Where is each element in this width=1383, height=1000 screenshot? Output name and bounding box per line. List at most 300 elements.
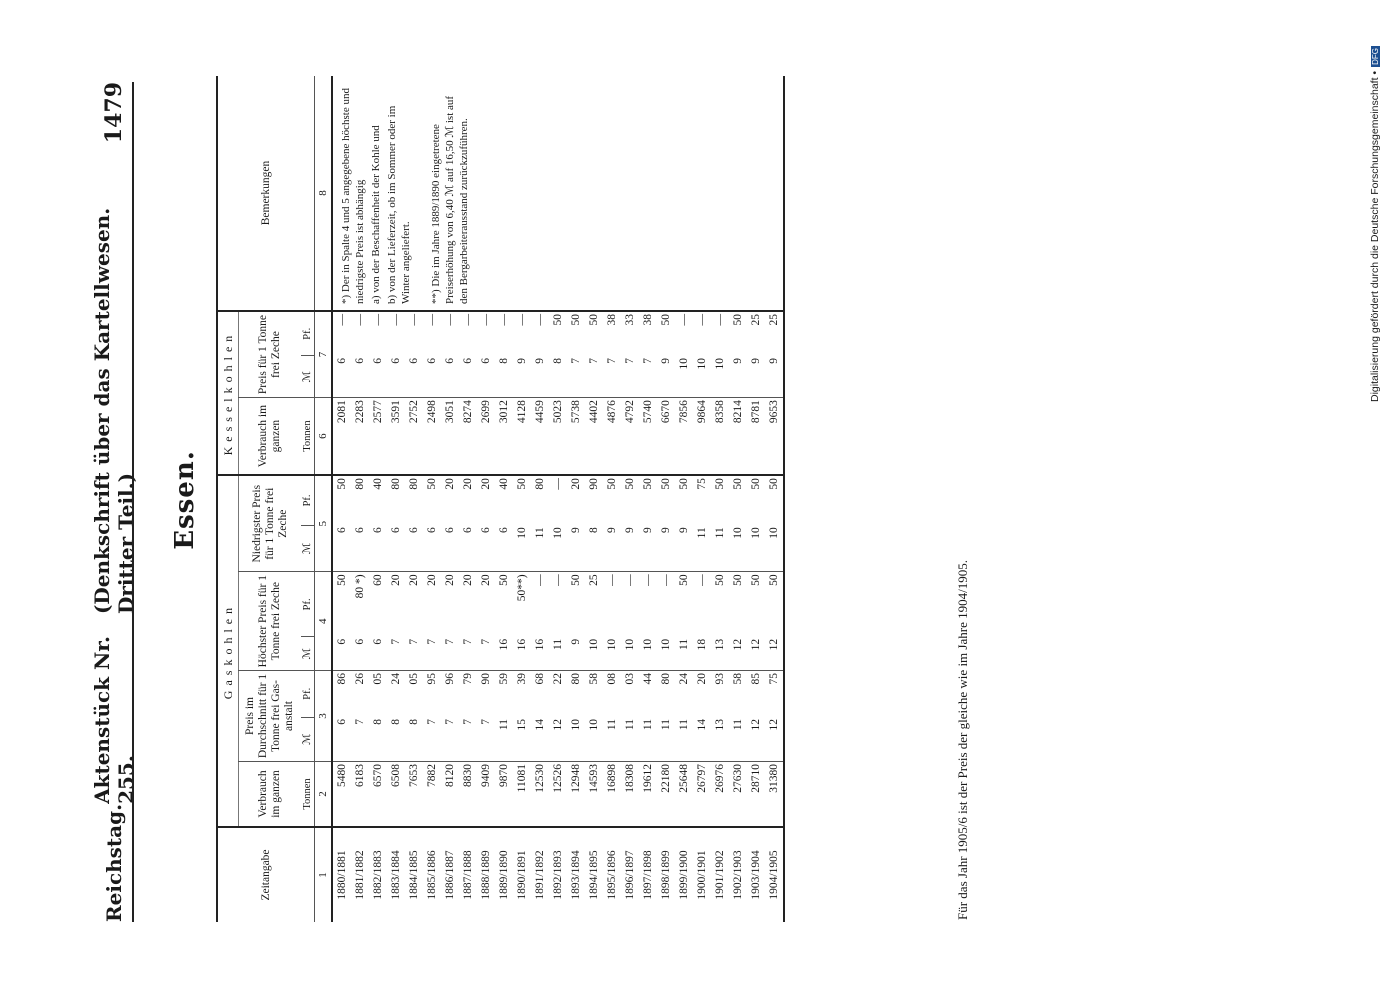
table-cell: 9870 bbox=[495, 762, 513, 828]
table-cell: 9 bbox=[603, 525, 621, 572]
table-cell: 7 bbox=[441, 717, 459, 761]
table-cell: 25 bbox=[588, 574, 600, 586]
table-cell: 7 bbox=[423, 637, 441, 671]
table-cell: 18 bbox=[693, 637, 711, 671]
table-cell: 40 bbox=[372, 478, 384, 490]
table-cell: — bbox=[606, 574, 618, 586]
table-cell: 8 bbox=[495, 356, 513, 398]
table-cell: 95 bbox=[426, 673, 438, 685]
table-cell: 50 bbox=[570, 314, 582, 326]
table-cell: 38 bbox=[606, 314, 618, 326]
unit-pf: Pf. bbox=[301, 311, 315, 356]
table-cell: 11 bbox=[729, 717, 747, 761]
table-cell: 59 bbox=[498, 673, 510, 685]
table-cell: 7 bbox=[477, 637, 495, 671]
table-cell: 6 bbox=[477, 356, 495, 398]
table-cell: 12530 bbox=[531, 762, 549, 828]
table-cell: 12 bbox=[747, 637, 765, 671]
table-cell: 8 bbox=[369, 717, 387, 761]
table-cell: — bbox=[372, 314, 384, 326]
table-cell: 6570 bbox=[369, 762, 387, 828]
table-cell: 10 bbox=[585, 717, 603, 761]
table-cell: 50 bbox=[588, 314, 600, 326]
table-cell: 6 bbox=[423, 525, 441, 572]
table-cell: 1889/1890 bbox=[498, 850, 510, 900]
table-cell: 50 bbox=[606, 478, 618, 490]
table-cell: 9 bbox=[747, 356, 765, 398]
table-cell: 4459 bbox=[531, 398, 549, 476]
table-cell: 7856 bbox=[675, 398, 693, 476]
table-cell: 05 bbox=[408, 673, 420, 685]
table-body bbox=[332, 76, 784, 922]
table-cell: 6 bbox=[405, 525, 423, 572]
col-hoechster-preis: Höchster Preis für 1 Tonne frei Zeche bbox=[239, 572, 302, 671]
table-cell: 50 bbox=[714, 478, 726, 490]
table-cell: 75 bbox=[696, 478, 708, 490]
table-cell: 05 bbox=[372, 673, 384, 685]
table-cell: 50**) bbox=[516, 574, 528, 602]
table-cell: 96 bbox=[444, 673, 456, 685]
table-cell: 10 bbox=[711, 356, 729, 398]
table-cell: 9409 bbox=[477, 762, 495, 828]
table-cell: 25648 bbox=[675, 762, 693, 828]
table-cell: 6 bbox=[423, 356, 441, 398]
table-cell: 33 bbox=[624, 314, 636, 326]
table-cell: 80 *) bbox=[354, 574, 366, 599]
colno-8: 8 bbox=[315, 76, 333, 311]
unit-pf: Pf. bbox=[301, 572, 315, 637]
table-cell: 50 bbox=[750, 478, 762, 490]
table-cell: 20 bbox=[444, 478, 456, 490]
table-cell: 10 bbox=[603, 637, 621, 671]
table-cell: 20 bbox=[480, 478, 492, 490]
table-cell: 10 bbox=[657, 637, 675, 671]
table-cell: 80 bbox=[660, 673, 672, 685]
table-cell: — bbox=[714, 314, 726, 326]
table-cell: 1891/1892 bbox=[534, 850, 546, 900]
table-cell: 25 bbox=[768, 314, 780, 326]
unit-mark: ℳ bbox=[301, 717, 315, 761]
table-cell: — bbox=[624, 574, 636, 586]
unit-tonnen: Tonnen bbox=[301, 762, 315, 828]
table-cell: 7 bbox=[477, 717, 495, 761]
table-cell: 26 bbox=[354, 673, 366, 685]
table-cell: 18308 bbox=[621, 762, 639, 828]
table-cell: 9 bbox=[567, 637, 585, 671]
table-cell: 1893/1894 bbox=[570, 850, 582, 900]
table-cell: 50 bbox=[660, 314, 672, 326]
table-cell: 10 bbox=[729, 525, 747, 572]
table-cell: 12 bbox=[729, 637, 747, 671]
table-cell: — bbox=[498, 314, 510, 326]
table-cell: — bbox=[552, 478, 564, 490]
table-cell: 1881/1882 bbox=[354, 850, 366, 900]
table-cell: 16898 bbox=[603, 762, 621, 828]
table-cell: 10 bbox=[639, 637, 657, 671]
table-cell: 38 bbox=[642, 314, 654, 326]
digitization-text: Digitalisierung gefördert durch die Deutsche Forschungsgemeinschaft • bbox=[1369, 70, 1381, 402]
table-cell: 20 bbox=[480, 574, 492, 586]
table-cell: 25 bbox=[750, 314, 762, 326]
table-cell: 6 bbox=[369, 525, 387, 572]
digitization-note bbox=[1367, 10, 1383, 410]
table-cell: 58 bbox=[588, 673, 600, 685]
page-title: Essen. bbox=[170, 450, 200, 550]
colno-5: 5 bbox=[315, 475, 333, 572]
table-cell: 80 bbox=[408, 478, 420, 490]
table-cell: 50 bbox=[660, 478, 672, 490]
table-cell: 1890/1891 bbox=[516, 850, 528, 900]
table-cell: 3051 bbox=[441, 398, 459, 476]
table-cell: 6 bbox=[332, 525, 351, 572]
table-cell: 27630 bbox=[729, 762, 747, 828]
col-bemerkungen: Bemerkungen bbox=[217, 76, 315, 311]
table-cell: 1883/1884 bbox=[390, 850, 402, 900]
table-cell: 8781 bbox=[747, 398, 765, 476]
table-cell: 6 bbox=[332, 637, 351, 671]
table-row bbox=[332, 76, 351, 922]
table-cell: 31380 bbox=[765, 762, 784, 828]
table-cell: 6 bbox=[405, 356, 423, 398]
col-verbrauch-gas: Verbrauch im ganzen bbox=[239, 762, 302, 828]
table-cell: 13 bbox=[711, 717, 729, 761]
table-cell: 40 bbox=[498, 478, 510, 490]
table-cell: 12 bbox=[765, 637, 784, 671]
rotated-page-frame bbox=[90, 0, 1020, 1000]
table-cell: 9 bbox=[729, 356, 747, 398]
table-cell: 13 bbox=[711, 637, 729, 671]
group-kesselkohlen: Kesselkohlen bbox=[217, 311, 239, 475]
table-cell: 50 bbox=[642, 478, 654, 490]
table-cell: 50 bbox=[336, 478, 348, 490]
table-cell: 3591 bbox=[387, 398, 405, 476]
table-cell: 1885/1886 bbox=[426, 850, 438, 900]
table-cell: 9 bbox=[657, 356, 675, 398]
table-cell: 50 bbox=[570, 574, 582, 586]
table-cell: — bbox=[534, 574, 546, 586]
unit-tonnen: Tonnen bbox=[301, 398, 315, 476]
table-cell: 11 bbox=[495, 717, 513, 761]
table-cell: 11 bbox=[675, 717, 693, 761]
table-cell: 11081 bbox=[513, 762, 531, 828]
table-cell: 50 bbox=[750, 574, 762, 586]
table-cell: — bbox=[534, 314, 546, 326]
table-cell: 1880/1881 bbox=[336, 850, 348, 900]
unit-mark: ℳ bbox=[301, 356, 315, 398]
remark-a: *) Der in Spalte 4 und 5 angegebene höchste und niedrigste Preis ist abhängig bbox=[340, 88, 366, 304]
table-cell: 10 bbox=[747, 525, 765, 572]
table-cell: — bbox=[552, 574, 564, 586]
table-cell: 6 bbox=[351, 637, 369, 671]
table-cell: — bbox=[336, 314, 348, 326]
table-cell: 6508 bbox=[387, 762, 405, 828]
table-cell: 1904/1905 bbox=[768, 850, 780, 900]
table-cell: — bbox=[408, 314, 420, 326]
table-cell: 50 bbox=[498, 574, 510, 586]
table-cell: 9 bbox=[567, 525, 585, 572]
unit-mark: ℳ bbox=[301, 525, 315, 572]
table-cell: 50 bbox=[516, 478, 528, 490]
running-header bbox=[90, 82, 138, 922]
colno-2: 2 bbox=[315, 762, 333, 828]
header-right: (Denkschrift über das Kartellwesen. Dritter Teil.) bbox=[90, 207, 138, 615]
table-cell: 20 bbox=[390, 574, 402, 586]
table-cell: 7653 bbox=[405, 762, 423, 828]
table-cell: — bbox=[462, 314, 474, 326]
table-cell: 28710 bbox=[747, 762, 765, 828]
table-cell: 9 bbox=[765, 356, 784, 398]
colno-1: 1 bbox=[315, 827, 333, 922]
table-cell: 2577 bbox=[369, 398, 387, 476]
unit-pf: Pf. bbox=[301, 475, 315, 525]
table-cell: 14 bbox=[693, 717, 711, 761]
colno-3: 3 bbox=[315, 671, 333, 762]
table-cell: 8 bbox=[387, 717, 405, 761]
table-cell: 1901/1902 bbox=[714, 850, 726, 900]
table-cell: 8 bbox=[585, 525, 603, 572]
table-cell: 12948 bbox=[567, 762, 585, 828]
table-cell: 6 bbox=[459, 356, 477, 398]
table-cell: 50 bbox=[552, 314, 564, 326]
table-cell: — bbox=[696, 314, 708, 326]
table-cell: — bbox=[354, 314, 366, 326]
col-preis-durchschnitt: Preis im Durchschnitt für 1 Tonne frei Gas-anstalt bbox=[239, 671, 302, 762]
table-cell: 44 bbox=[642, 673, 654, 685]
table-cell: 1888/1889 bbox=[480, 850, 492, 900]
table-cell: 7882 bbox=[423, 762, 441, 828]
table-cell: 1902/1903 bbox=[732, 850, 744, 900]
table-cell: 7 bbox=[567, 356, 585, 398]
table-cell: 24 bbox=[678, 673, 690, 685]
table-cell: 5023 bbox=[549, 398, 567, 476]
table-cell: 2081 bbox=[332, 398, 351, 476]
table-cell: 1897/1898 bbox=[642, 850, 654, 900]
table-cell: 1900/1901 bbox=[696, 850, 708, 900]
remark-c: b) von der Lieferzeit, ob im Sommer oder im Winter angeliefert. bbox=[386, 105, 412, 304]
table-cell: 10 bbox=[513, 525, 531, 572]
table-cell: 7 bbox=[351, 717, 369, 761]
table-cell: 16 bbox=[513, 637, 531, 671]
table-cell: 58 bbox=[732, 673, 744, 685]
dfg-logo-icon: DFG bbox=[1371, 48, 1380, 65]
table-cell: 8358 bbox=[711, 398, 729, 476]
table-cell: 8 bbox=[405, 717, 423, 761]
table-cell: 6 bbox=[441, 356, 459, 398]
table-cell: 20 bbox=[462, 478, 474, 490]
table-cell: 80 bbox=[570, 673, 582, 685]
table-cell: 6 bbox=[387, 356, 405, 398]
table-cell: 7 bbox=[441, 637, 459, 671]
table-cell: 7 bbox=[459, 717, 477, 761]
table-cell: 50 bbox=[768, 574, 780, 586]
table-cell: 1895/1896 bbox=[606, 850, 618, 900]
table-cell: 50 bbox=[426, 478, 438, 490]
table-cell: 4792 bbox=[621, 398, 639, 476]
table-cell: — bbox=[678, 314, 690, 326]
table-cell: 11 bbox=[711, 525, 729, 572]
table-cell: 20 bbox=[426, 574, 438, 586]
table-cell: 7 bbox=[585, 356, 603, 398]
table-cell: 9864 bbox=[693, 398, 711, 476]
table-cell: 7 bbox=[387, 637, 405, 671]
header-rule bbox=[132, 82, 134, 922]
remarks-cell bbox=[332, 76, 784, 311]
table-cell: 9 bbox=[675, 525, 693, 572]
table-cell: 11 bbox=[693, 525, 711, 572]
table-cell: 22 bbox=[552, 673, 564, 685]
unit-pf: Pf. bbox=[301, 671, 315, 718]
table-cell: 50 bbox=[336, 574, 348, 586]
table-cell: 7 bbox=[621, 356, 639, 398]
table-cell: 6 bbox=[459, 525, 477, 572]
table-cell: 50 bbox=[732, 314, 744, 326]
table-cell: 9 bbox=[621, 525, 639, 572]
table-cell: 1896/1897 bbox=[624, 850, 636, 900]
table-cell: 1892/1893 bbox=[552, 850, 564, 900]
table-cell: 9 bbox=[657, 525, 675, 572]
table-cell: 2498 bbox=[423, 398, 441, 476]
table-cell: 11 bbox=[639, 717, 657, 761]
table-cell: 4128 bbox=[513, 398, 531, 476]
table-cell: 79 bbox=[462, 673, 474, 685]
table-cell: 3012 bbox=[495, 398, 513, 476]
table-cell: 86 bbox=[336, 673, 348, 685]
table-cell: 5740 bbox=[639, 398, 657, 476]
table-cell: 10 bbox=[549, 525, 567, 572]
table-cell: 6 bbox=[387, 525, 405, 572]
table-cell: 10 bbox=[567, 717, 585, 761]
table-cell: — bbox=[516, 314, 528, 326]
table-cell: 1884/1885 bbox=[408, 850, 420, 900]
table-cell: 80 bbox=[534, 478, 546, 490]
table-cell: 12 bbox=[549, 717, 567, 761]
table-cell: 85 bbox=[750, 673, 762, 685]
page-number: 1479 bbox=[101, 82, 127, 144]
table-cell: 6 bbox=[332, 717, 351, 761]
table-cell: 22180 bbox=[657, 762, 675, 828]
table-cell: 6 bbox=[369, 637, 387, 671]
table-cell: 8274 bbox=[459, 398, 477, 476]
colno-7: 7 bbox=[315, 311, 333, 398]
table-cell: 2283 bbox=[351, 398, 369, 476]
table-cell: 50 bbox=[624, 478, 636, 490]
table-cell: 16 bbox=[531, 637, 549, 671]
unit-mark: ℳ bbox=[301, 637, 315, 671]
col-preis-kessel: Preis für 1 Tonne frei Zeche bbox=[239, 311, 302, 398]
table-cell: 11 bbox=[603, 717, 621, 761]
table-cell: 9 bbox=[531, 356, 549, 398]
table-cell: 7 bbox=[405, 637, 423, 671]
table-cell: 20 bbox=[570, 478, 582, 490]
table-cell: 1899/1900 bbox=[678, 850, 690, 900]
table-cell: 20 bbox=[462, 574, 474, 586]
table-cell: 10 bbox=[765, 525, 784, 572]
table-cell: 4402 bbox=[585, 398, 603, 476]
colno-6: 6 bbox=[315, 398, 333, 476]
header-mid: Aktenstück Nr. 255. bbox=[90, 636, 138, 804]
col-zeitangabe: Zeitangabe bbox=[259, 849, 272, 901]
table-cell: 10 bbox=[693, 356, 711, 398]
table-cell: 50 bbox=[678, 574, 690, 586]
table-cell: 6183 bbox=[351, 762, 369, 828]
table-cell: 7 bbox=[603, 356, 621, 398]
table-cell: 03 bbox=[624, 673, 636, 685]
table-cell: 8830 bbox=[459, 762, 477, 828]
table-cell: — bbox=[390, 314, 402, 326]
table-cell: 20 bbox=[408, 574, 420, 586]
table-cell: 11 bbox=[675, 637, 693, 671]
table-cell: 26976 bbox=[711, 762, 729, 828]
table-cell: 7 bbox=[639, 356, 657, 398]
col-niedrigster-preis: Niedrigster Preis für 1 Tonne frei Zeche bbox=[239, 475, 302, 572]
table-cell: 20 bbox=[444, 574, 456, 586]
table-cell: 12 bbox=[765, 717, 784, 761]
table-cell: 50 bbox=[732, 574, 744, 586]
table-cell: 6 bbox=[351, 356, 369, 398]
remark-b: a) von der Beschaffenheit der Kohle und bbox=[370, 125, 382, 304]
table-cell: 2752 bbox=[405, 398, 423, 476]
table-cell: 1898/1899 bbox=[660, 850, 672, 900]
footnote: Für das Jahr 1905/6 ist der Preis der gleiche wie im Jahre 1904/1905. bbox=[955, 560, 970, 920]
table-cell: 80 bbox=[354, 478, 366, 490]
table-cell: 4876 bbox=[603, 398, 621, 476]
table-cell: — bbox=[444, 314, 456, 326]
table-cell: 10 bbox=[585, 637, 603, 671]
table-cell: — bbox=[642, 574, 654, 586]
table-cell: 6 bbox=[495, 525, 513, 572]
colno-4: 4 bbox=[315, 572, 333, 671]
table-cell: 75 bbox=[768, 673, 780, 685]
table-cell: 5480 bbox=[332, 762, 351, 828]
table-cell: 6670 bbox=[657, 398, 675, 476]
coal-table bbox=[216, 76, 785, 922]
table-cell: 50 bbox=[768, 478, 780, 490]
table-cell: 39 bbox=[516, 673, 528, 685]
table-cell: 8 bbox=[549, 356, 567, 398]
table-cell: 16 bbox=[495, 637, 513, 671]
table-cell: 8120 bbox=[441, 762, 459, 828]
table-cell: 11 bbox=[531, 525, 549, 572]
table-cell: 80 bbox=[390, 478, 402, 490]
table-cell: — bbox=[426, 314, 438, 326]
table-cell: — bbox=[480, 314, 492, 326]
col-verbrauch-kessel: Verbrauch im ganzen bbox=[239, 398, 302, 476]
table-cell: 8214 bbox=[729, 398, 747, 476]
document-page bbox=[90, 0, 1020, 1000]
table-cell: 2699 bbox=[477, 398, 495, 476]
table-cell: 90 bbox=[588, 478, 600, 490]
table-cell: 12 bbox=[747, 717, 765, 761]
table-cell: 10 bbox=[621, 637, 639, 671]
table-cell: 1894/1895 bbox=[588, 850, 600, 900]
table-cell: 7 bbox=[459, 637, 477, 671]
table-cell: 10 bbox=[675, 356, 693, 398]
table-cell: — bbox=[696, 574, 708, 586]
table-cell: 19612 bbox=[639, 762, 657, 828]
table-cell: 24 bbox=[390, 673, 402, 685]
table-cell: 1886/1887 bbox=[444, 850, 456, 900]
table-cell: 6 bbox=[369, 356, 387, 398]
table-cell: — bbox=[660, 574, 672, 586]
remark-d: **) Die im Jahre 1889/1890 eingetretene Preiserhöhung von 6,40 ℳ auf 16,50 ℳ ist auf den Bergarbeiterausstand zurückzuführen. bbox=[430, 95, 470, 304]
table-cell: 5738 bbox=[567, 398, 585, 476]
table-cell: 50 bbox=[732, 478, 744, 490]
table-cell: 68 bbox=[534, 673, 546, 685]
table-cell: 9 bbox=[639, 525, 657, 572]
table-cell: 9 bbox=[513, 356, 531, 398]
table-cell: 50 bbox=[678, 478, 690, 490]
table-cell: 14 bbox=[531, 717, 549, 761]
